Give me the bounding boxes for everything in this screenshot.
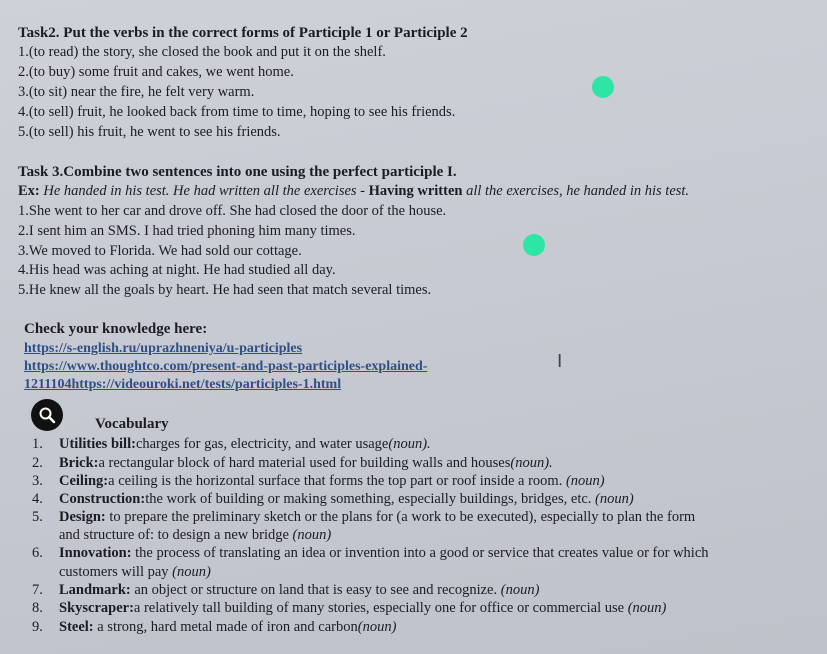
vocab-item: 6. Innovation: the process of translating an idea or invention into a good or service that creates value or for which	[32, 545, 709, 561]
vocab-item: 5. Design: to prepare the preliminary sketch or the plans for (a work to be executed), especially to plan the form	[32, 509, 696, 525]
vocab-item: 1. Utilities bill:charges for gas, electricity, and water usage(noun).	[32, 436, 431, 452]
search-button[interactable]	[31, 399, 63, 431]
search-icon	[38, 406, 56, 424]
link-thoughtco[interactable]: https://www.thoughtco.com/present-and-past-participles-explained-	[24, 359, 428, 374]
link-videouroki[interactable]: 1211104https://videouroki.net/tests/participles-1.html	[24, 377, 342, 392]
vocab-item-continuation: and structure of: to design a new bridge (noun)	[59, 527, 332, 543]
link-s-english[interactable]: https://s-english.ru/uprazhneniya/u-participles	[24, 341, 303, 356]
example-answer-rest: all the exercises, he handed in his test.	[462, 183, 690, 199]
text-cursor-icon: I	[557, 351, 563, 372]
vocab-item: 7. Landmark: an object or structure on land that is easy to see and recognize. (noun)	[32, 582, 540, 598]
task3-item: 1.She went to her car and drove off. She had closed the door of the house.	[18, 203, 447, 219]
example-answer-bold: Having written	[368, 183, 463, 199]
task2-item: 2.(to buy) some fruit and cakes, we went home.	[18, 64, 294, 80]
vocabulary-title: Vocabulary	[95, 416, 169, 432]
task3-item: 5.He knew all the goals by heart. He had seen that match several times.	[18, 282, 432, 298]
task2-item: 5.(to sell) his fruit, he went to see his friends.	[18, 124, 281, 140]
task2-item: 1.(to read) the story, she closed the book and put it on the shelf.	[18, 44, 386, 60]
vocab-item: 2. Brick:a rectangular block of hard material used for building walls and houses(noun).	[32, 455, 553, 471]
green-dot-marker	[592, 76, 614, 98]
task2-item: 4.(to sell) fruit, he looked back from time to time, hoping to see his friends.	[18, 104, 456, 120]
green-dot-marker	[523, 234, 545, 256]
example-sentence: He handed in his test. He had written all the exercises -	[39, 183, 369, 199]
task2-item: 3.(to sit) near the fire, he felt very warm.	[18, 84, 255, 100]
example-label: Ex:	[18, 183, 40, 199]
task2-heading: Task2. Put the verbs in the correct forms of Participle 1 or Participle 2	[18, 25, 468, 41]
vocab-item: 9. Steel: a strong, hard metal made of iron and carbon(noun)	[32, 619, 397, 635]
task3-item: 4.His head was aching at night. He had studied all day.	[18, 262, 336, 278]
vocab-item: 4. Construction:the work of building or making something, especially buildings, bridges, etc. (noun)	[32, 491, 634, 507]
task3-heading: Task 3.Combine two sentences into one using the perfect participle I.	[18, 164, 457, 180]
vocab-item-continuation: customers will pay (noun)	[59, 564, 211, 580]
task3-item: 2.I sent him an SMS. I had tried phoning him many times.	[18, 223, 356, 239]
check-heading: Check your knowledge here:	[24, 321, 208, 337]
task3-item: 3.We moved to Florida. We had sold our cottage.	[18, 243, 302, 259]
vocab-item: 8. Skyscraper:a relatively tall building of many stories, especially one for office or commercial use (noun)	[32, 600, 667, 616]
task3-example	[18, 183, 689, 200]
vocab-item: 3. Ceiling:a ceiling is the horizontal surface that forms the top part or roof inside a room. (noun)	[32, 473, 605, 489]
